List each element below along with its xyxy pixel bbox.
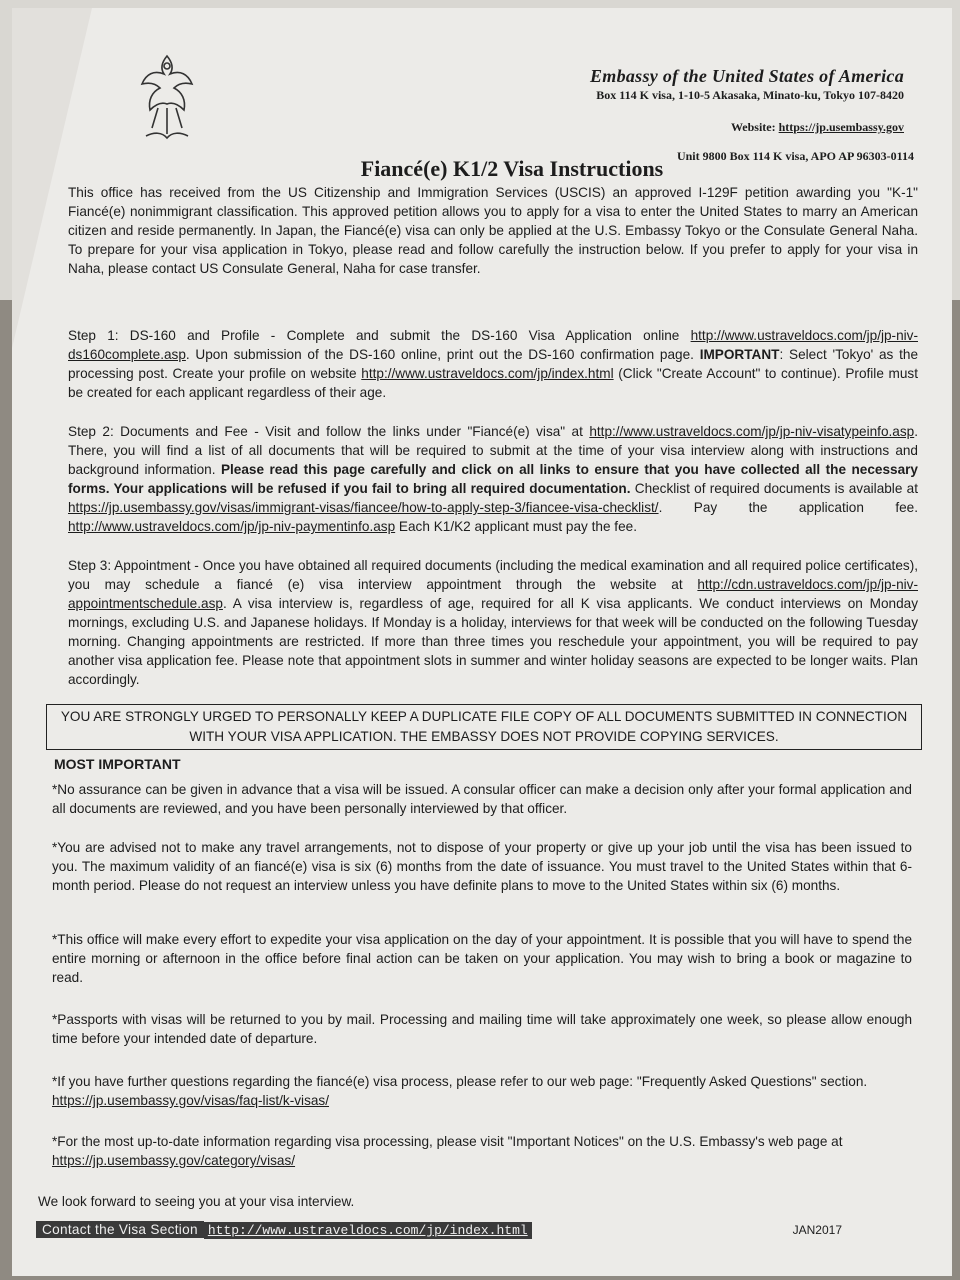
faq-link[interactable]: https://jp.usembassy.gov/visas/faq-list/k-visas/ (52, 1093, 330, 1108)
visatype-link[interactable]: http://www.ustraveldocs.com/jp/jp-niv-visatypeinfo.asp (589, 424, 915, 439)
note-travel-arrangements: *You are advised not to make any travel arrangements, not to dispose of your property or give up your job until the visa has been issued to you. The maximum validity of an fiancé(e) visa is six (6) months from the date of issuance. You must travel to the United States within that 6-month period. Please do not request an interview unless you have definite plans to move to the United States within six (6) months. (52, 840, 912, 893)
intro-paragraph: This office has received from the US Citizenship and Immigration Services (USCIS) an approved I-129F petition awarding you "K-1" Fiancé(e) nonimmigrant classification. This approved petition allows you to apply for a visa to enter the United States to marry an American citizen and reside permanently. In Japan, the Fiancé(e) visa can only be applied at the U.S. Embassy Tokyo or the Consulate General Naha. To prepare for your visa application in Tokyo, please read and follow carefully the instruction below. If you prefer to apply for your visa in Naha, please contact US Consulate General, Naha for case transfer. (68, 185, 918, 276)
embassy-unit-address: Unit 9800 Box 114 K visa, APO AP 96303-0114 (676, 149, 914, 163)
contact-bar (36, 1222, 532, 1238)
most-important-heading: MOST IMPORTANT (54, 756, 181, 772)
note-expedite: *This office will make every effort to expedite your visa application on the day of your appointment. It is possible that you will have to spend the entire morning or afternoon in the office before final action can be taken on your application. You may wish to bring a book or magazine to read. (52, 932, 912, 985)
document-page (12, 8, 952, 1276)
embassy-website (731, 120, 904, 135)
note-important-notices: *For the most up-to-date information regarding visa processing, please visit "Important Notices" on the U.S. Embassy's web page at https://jp.usembassy.gov/category/visas/ (52, 1134, 843, 1168)
step-2: Step 2: Documents and Fee - Visit and follow the links under "Fiancé(e) visa" at http://www.ustraveldocs.com/jp/jp-niv-visatypeinfo.asp. There, you will find a list of all documents that will be required to submit at the time of your visa interview along with instructions and background information. Please read this page carefully and click on all links to ensure that you have collected all the necessary forms. Your applications will be refused if you fail to bring all required documentation. Checklist of required documents is available at https://jp.usembassy.gov/visas/immigrant-visas/fiancee/how-to-apply-step-3/fiancee-visa-checklist/. Pay the application fee. http://www.ustraveldocs.com/jp/jp-niv-paymentinfo.asp Each K1/K2 applicant must pay the fee. (68, 424, 918, 534)
ds160-link[interactable]: http://www.ustraveldocs.com/jp/jp-niv-ds160complete.asp (68, 328, 918, 362)
contact-label: Contact the Visa Section (36, 1221, 204, 1238)
document-date: JAN2017 (792, 1223, 842, 1237)
copy-notice-box: YOU ARE STRONGLY URGED TO PERSONALLY KEEP A DUPLICATE FILE COPY OF ALL DOCUMENTS SUBMITTED IN CONNECTION WITH YOUR VISA APPLICATION. THE EMBASSY DOES NOT PROVIDE COPYING SERVICES. (46, 704, 922, 750)
payment-link[interactable]: http://www.ustraveldocs.com/jp/jp-niv-paymentinfo.asp (68, 519, 396, 534)
appointment-link[interactable]: http://cdn.ustraveldocs.com/jp/jp-niv-appointmentschedule.asp (68, 577, 918, 611)
profile-link[interactable]: http://www.ustraveldocs.com/jp/index.html (361, 366, 614, 381)
step-1: Step 1: DS-160 and Profile - Complete and submit the DS-160 Visa Application online http://www.ustraveldocs.com/jp/jp-niv-ds160complete.asp. Upon submission of the DS-160 online, print out the DS-160 confirmation page. IMPORTANT: Select 'Tokyo' as the processing post. Create your profile on website http://www.ustraveldocs.com/jp/index.html (Click "Create Account" to continue). Profile must be created for each applicant regardless of their age. (68, 328, 918, 400)
notices-link[interactable]: https://jp.usembassy.gov/category/visas/ (52, 1153, 296, 1168)
closing-line: We look forward to seeing you at your visa interview. (38, 1194, 355, 1209)
checklist-link[interactable]: https://jp.usembassy.gov/visas/immigrant-visas/fiancee/how-to-apply-step-3/fiancee-visa-checklist/ (68, 500, 659, 515)
eagle-seal-icon (132, 48, 202, 148)
note-passports: *Passports with visas will be returned to you by mail. Processing and mailing time will take approximately one week, so please allow enough time before your intended date of departure. (52, 1012, 912, 1046)
note-visa-assurance: *No assurance can be given in advance that a visa will be issued. A consular officer can make a decision only after your formal application and all documents are reviewed, and you have been personally interviewed by that officer. (52, 782, 912, 816)
note-faq: *If you have further questions regarding the fiancé(e) visa process, please refer to our web page: "Frequently Asked Questions" section. https://jp.usembassy.gov/visas/faq-list/k-visas/ (52, 1074, 868, 1108)
embassy-name: Embassy of the United States of America (589, 66, 904, 86)
contact-link[interactable]: http://www.ustraveldocs.com/jp/index.html (204, 1222, 532, 1239)
embassy-address: Box 114 K visa, 1-10-5 Akasaka, Minato-ku, Tokyo 107-8420 (596, 88, 904, 102)
website-label: Website: (730, 120, 776, 134)
website-link[interactable]: https://jp.usembassy.gov (778, 120, 904, 134)
step-3: Step 3: Appointment - Once you have obtained all required documents (including the medical examination and all required police certificates), you may schedule a fiancé (e) visa interview appointment through the website at http://cdn.ustraveldocs.com/jp/jp-niv-appointmentschedule.asp. A visa interview is, regardless of age, required for all K visa applicants. We conduct interviews on Monday mornings, excluding U.S. and Japanese holidays. If Monday is a holiday, interviews for that week will be conducted on the following Tuesday morning. Changing appointments are restricted. If more than three times you reschedule your appointment, you will be required to pay another visa application fee. Please note that appointment slots in summer and winter holiday seasons are expected to be longer waits. Plan accordingly. (68, 558, 918, 687)
page-title: Fiancé(e) K1/2 Visa Instructions (360, 156, 664, 181)
